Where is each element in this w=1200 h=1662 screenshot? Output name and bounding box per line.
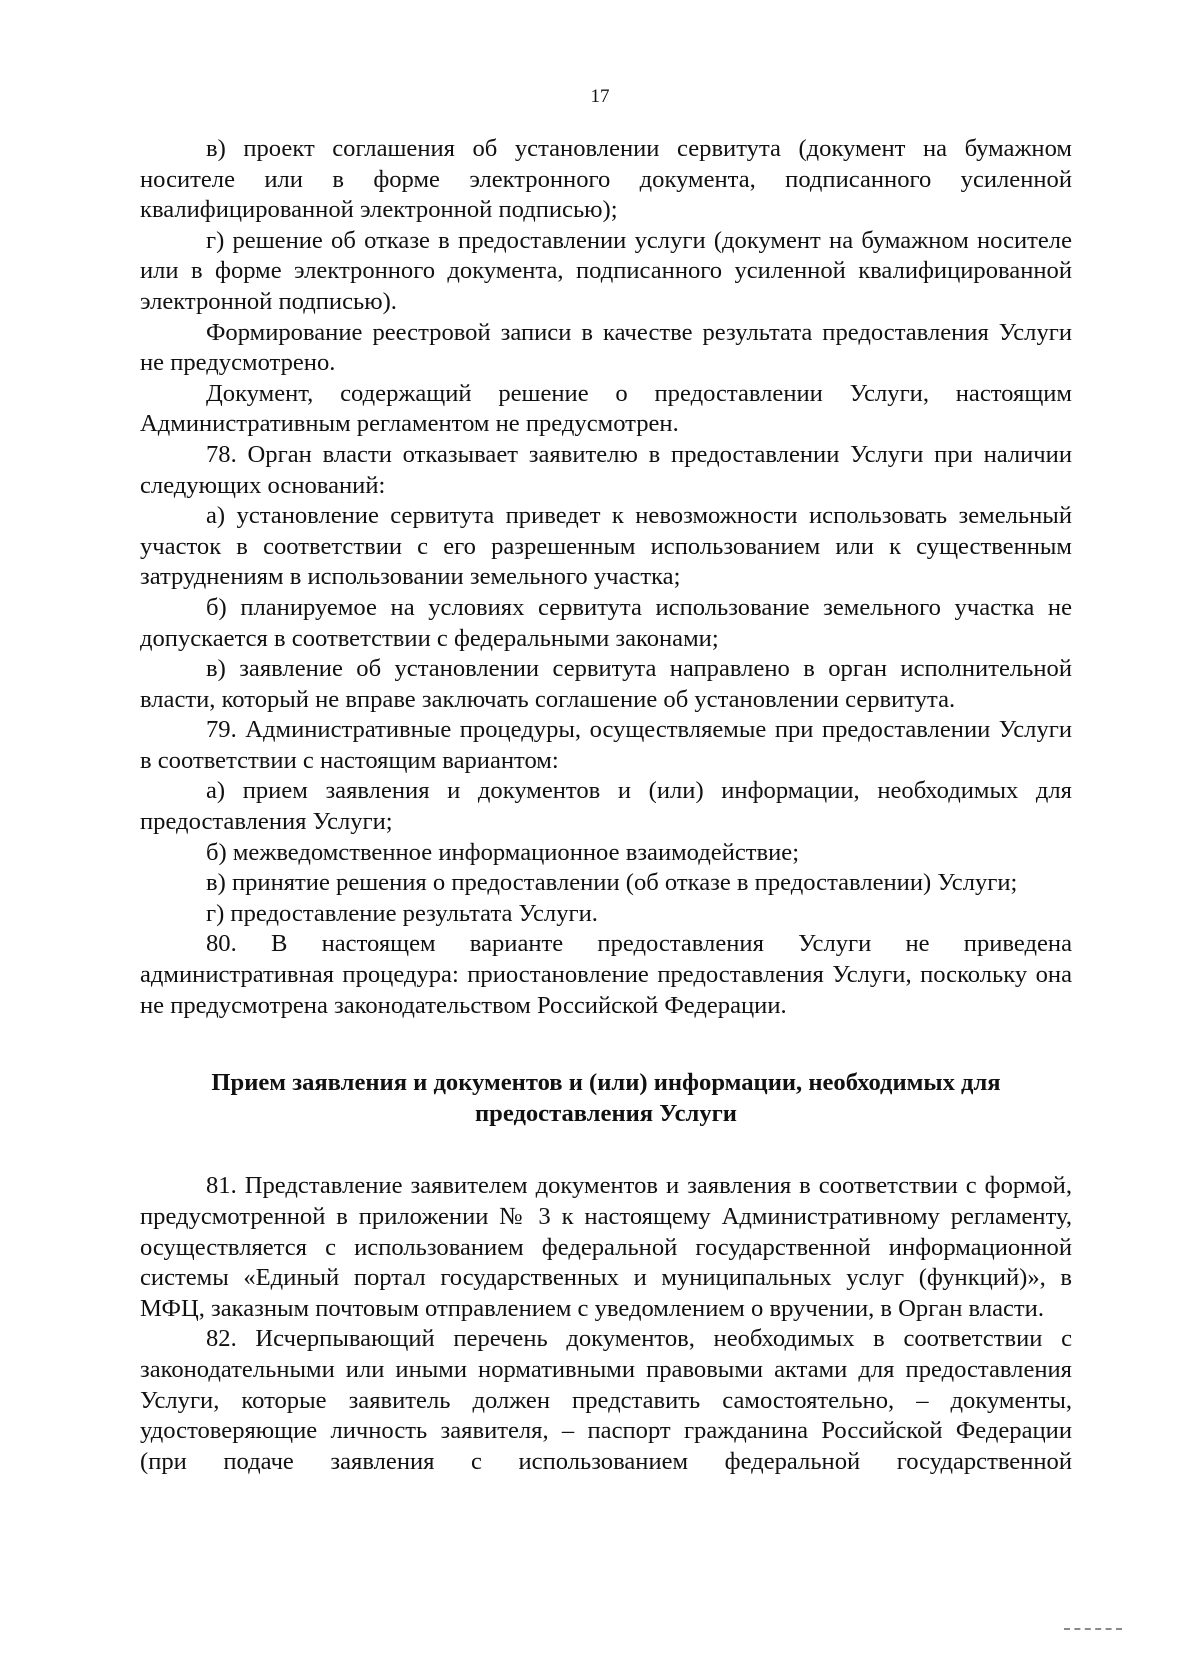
- paragraph-82-documents-list: 82. Исчерпывающий перечень документов, необходимых в соответствии с законодательными или иными нормативными правовыми актами для предоставления Услуги, которые заявитель должен представить самостоятельно, – документы, удостоверяющие личность заявителя, – паспорт гражданина Российской Федерации (при подаче заявления с использованием федеральной государственной: [140, 1325, 1072, 1475]
- paragraph-78-refusal-grounds: 78. Орган власти отказывает заявителю в предоставлении Услуги при наличии следующих оснований:: [140, 440, 1072, 499]
- paragraph-79-procedures: 79. Административные процедуры, осуществляемые при предоставлении Услуги в соответствии с настоящим вариантом:: [140, 716, 1072, 774]
- paragraph-item-g-refusal-decision: г) решение об отказе в предоставлении услуги (документ на бумажном носителе или в форме электронного документа, подписанного усиленной квалифицированной электронной подписью).: [140, 226, 1072, 315]
- paragraph-79-item-g: г) предоставление результата Услуги.: [206, 899, 598, 927]
- paragraph-78-item-v: в) заявление об установлении сервитута направлено в орган исполнительной власти, который не вправе заключать соглашение об установлении сервитута.: [140, 655, 1072, 713]
- paragraph-79-item-a: а) прием заявления и документов и (или) информации, необходимых для предоставления Услуги;: [140, 777, 1072, 836]
- section-heading: Прием заявления и документов и (или) информации, необходимых для предоставления Услуги: [211, 1069, 1001, 1127]
- scan-artifact-mark: [1064, 1628, 1122, 1630]
- paragraph-79-item-b: б) межведомственное информационное взаимодействие;: [206, 838, 800, 866]
- paragraph-78-item-b: б) планируемое на условиях сервитута использование земельного участка не допускается в соответствии с федеральными законами;: [140, 593, 1072, 652]
- paragraph-decision-document: Документ, содержащий решение о предоставлении Услуги, настоящим Административным регламентом не предусмотрен.: [140, 379, 1072, 438]
- paragraph-80-suspension: 80. В настоящем варианте предоставления Услуги не приведена административная процедура: приостановление предоставления Услуги, поскольку она не предусмотрена законодательством Российской Федерации.: [140, 930, 1072, 1019]
- paragraph-item-v-servitude-draft: в) проект соглашения об установлении сервитута (документ на бумажном носителе или в форме электронного документа, подписанного усиленной квалифицированной электронной подписью);: [140, 135, 1072, 224]
- paragraph-registry-record: Формирование реестровой записи в качестве результата предоставления Услуги не предусмотрено.: [140, 318, 1072, 377]
- page-number: 17: [590, 86, 610, 107]
- paragraph-79-item-v: в) принятие решения о предоставлении (об отказе в предоставлении) Услуги;: [206, 869, 1018, 897]
- document-body: [140, 134, 1072, 1477]
- paragraph-81-submission: 81. Представление заявителем документов и заявления в соответствии с формой, предусмотренной в приложении № 3 к настоящему Административному регламенту, осуществляется с использованием федеральной государственной информационной системы «Единый портал государственных и муниципальных услуг (функций)», в МФЦ, заказным почтовым отправлением с уведомлением о вручении, в Орган власти.: [140, 1172, 1072, 1322]
- paragraph-78-item-a: а) установление сервитута приведет к невозможности использовать земельный участок в соответствии с его разрешенным использованием или к существенным затруднениям в использовании земельного участка;: [140, 502, 1072, 591]
